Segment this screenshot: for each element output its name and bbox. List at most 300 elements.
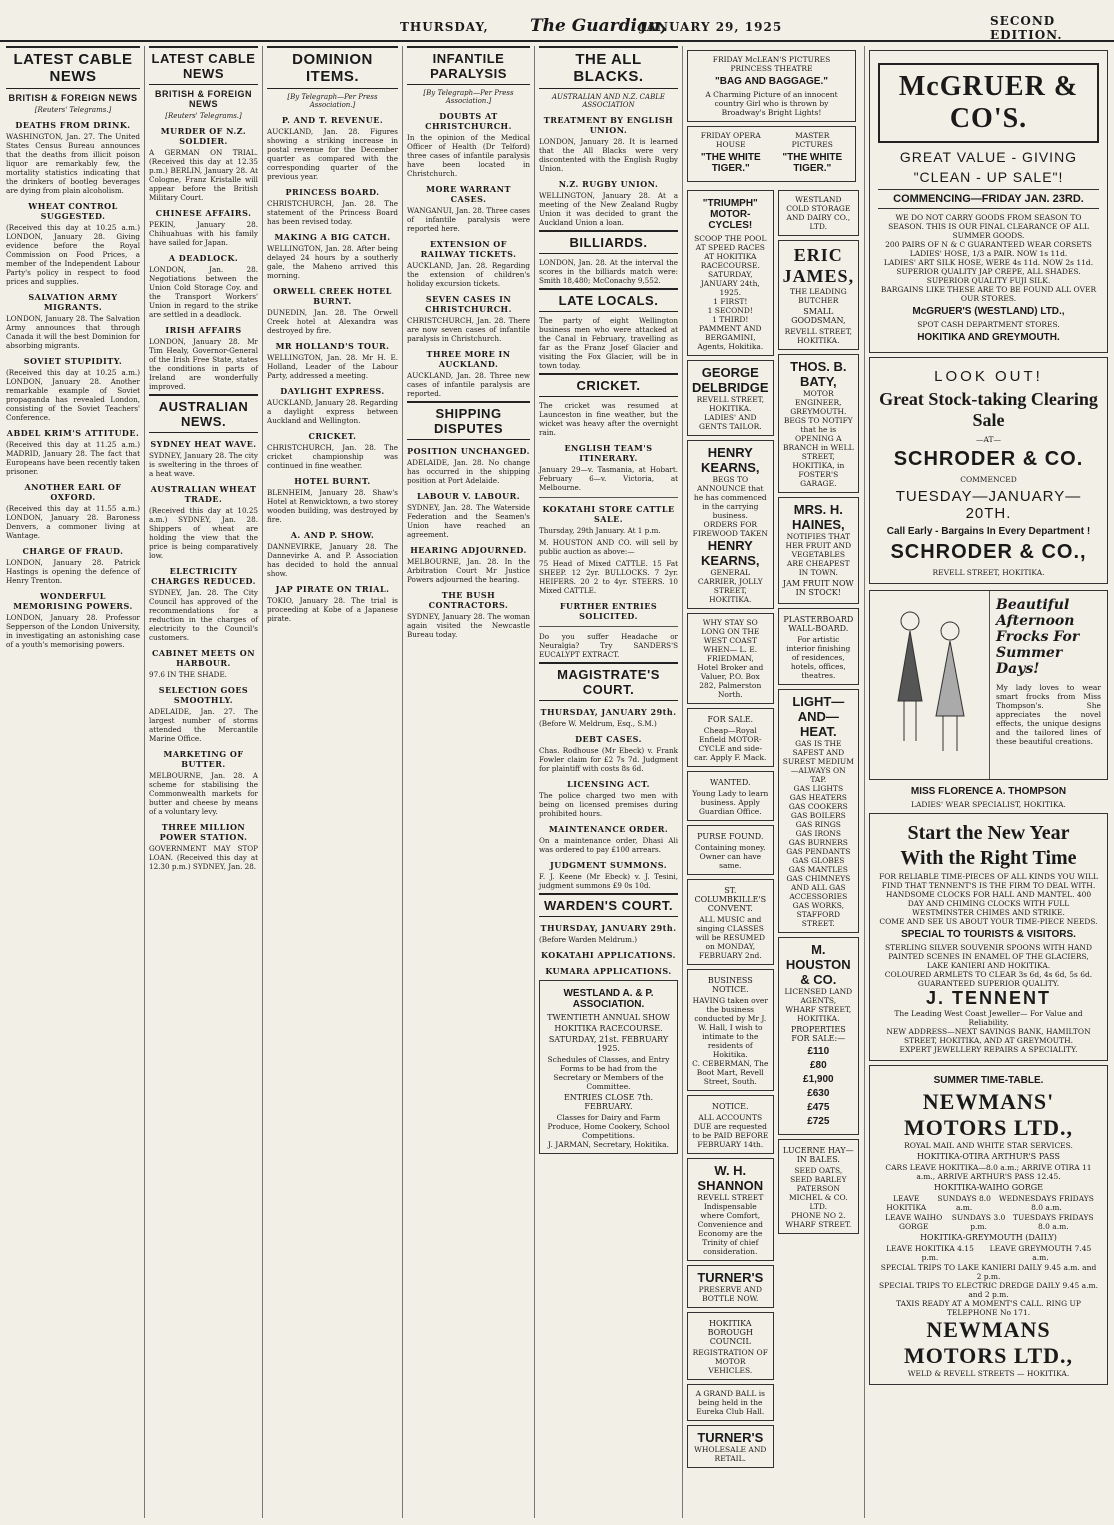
frock-illustration bbox=[870, 591, 990, 779]
triumph-title: "TRIUMPH" MOTOR-CYCLES! bbox=[702, 198, 758, 231]
article-headline: IRISH AFFAIRS bbox=[165, 325, 242, 335]
gas-list bbox=[783, 784, 855, 901]
judgment-heading: JUDGMENT SUMMONS. bbox=[549, 860, 668, 870]
late-locals-text: The party of eight Wellington business men who were attacked at the Canal in February, travelling as far as the Franz Josef Glacier and visiting the Fox Glacier, will be in town today. bbox=[539, 316, 678, 370]
eric-name: ERIC JAMES, bbox=[782, 245, 855, 286]
property-price: £630 bbox=[807, 1088, 830, 1099]
licensing-text: The police charged two men with being on licensed premises during prohibited hours. bbox=[539, 791, 678, 818]
article-body: PEKIN, January 28. Chihuahuas with his family have sailed for Japan. bbox=[149, 220, 258, 247]
mcgruer-text: WE DO NOT CARRY GOODS FROM SEASON TO SEASON. THIS IS OUR FINAL CLEARANCE OF ALL SUMMER GOODS. bbox=[888, 213, 1089, 240]
article-headline: N.Z. RUGBY UNION. bbox=[558, 179, 659, 189]
houston-co-name: M. HOUSTON & CO. bbox=[785, 942, 851, 987]
judgment-text: F. J. Keene (Mr Ebeck) v. J. Tesini, judgment summons £9 0s 10d. bbox=[539, 872, 678, 890]
article-body: SYDNEY, Jan. 28. The City Council has approved of the recommendations for a reduction in the charges of electricity to the Council's customers. bbox=[149, 588, 258, 642]
schroder-ad bbox=[869, 357, 1108, 584]
right-time: With the Right Time bbox=[900, 847, 1077, 869]
hokitika-greymouth: HOKITIKA AND GREYMOUTH. bbox=[917, 332, 1060, 343]
article-headline: CHARGE OF FRAUD. bbox=[22, 546, 124, 556]
article-headline: THE BUSH CONTRACTORS. bbox=[428, 590, 509, 610]
gas-sub: GAS IS THE SAFEST AND SUREST MEDIUM—ALWAYS ON TAP. bbox=[782, 739, 854, 784]
mcleans-pictures-ad bbox=[687, 50, 856, 122]
shannon-address: REVELL STREET bbox=[697, 1193, 764, 1202]
triumph-first: 1 FIRST! bbox=[713, 297, 748, 306]
commenced: COMMENCED bbox=[960, 475, 1017, 484]
eric-james-ad bbox=[778, 240, 860, 350]
magistrate-before: (Before W. Meldrum, Esq., S.M.) bbox=[539, 719, 657, 728]
article-body: AUCKLAND, Jan. 28. Figures showing a striking increase in postal revenue for the December quarter as compared with the corresponding quarter of the previous year. bbox=[267, 127, 398, 181]
friedman-text: WHY STAY SO LONG ON THE WEST COAST WHEN— L. E. FRIEDMAN, bbox=[701, 618, 760, 663]
wardens-court-heading: WARDEN'S COURT. bbox=[539, 893, 678, 917]
article-body: GOVERNMENT MAY STOP LOAN. (Received this day at 12.30 p.m.) SYDNEY, Jan. 28. bbox=[149, 844, 258, 871]
article-headline: MORE WARRANT CASES. bbox=[426, 184, 511, 204]
plaster-title: PLASTERBOARD WALL-BOARD. bbox=[783, 615, 854, 633]
licensing-heading: LICENSING ACT. bbox=[567, 779, 650, 789]
masthead-edition: SECOND EDITION. bbox=[990, 14, 1063, 42]
article-headline: ABDEL KRIM'S ATTITUDE. bbox=[6, 428, 140, 438]
article-body: WELLINGTON, January 28. At a meeting of the New Zealand Rugby Union it was decided to grant the Auckland Union a loan. bbox=[539, 191, 678, 227]
article-body: WASHINGTON, Jan. 27. The United States Census Bureau announces that the deaths from illicit poison liquor are remarkably few, the mortality statistics indicating that the drinkers of bootleg beverages are dying from plain alcoholism. bbox=[6, 132, 140, 195]
timetable-row bbox=[878, 1213, 1099, 1231]
eucalypt-ad: Do you suffer Headache or Neuralgia? Try SANDERS'S EUCALYPT EXTRACT. bbox=[539, 632, 678, 659]
westland-text: Schedules of Classes, and Entry Forms to be had from the Secretary or Members of the Committee. bbox=[547, 1055, 670, 1091]
kearns-text: BEGS TO ANNOUNCE that he has commenced in the carrying business. bbox=[693, 475, 767, 520]
article-body: LONDON, Jan. 28. Negotiations between the Union Cold Storage Coy. and the Transport Workers' Union in regard to the strike are settled in a deadlock. bbox=[149, 265, 258, 319]
credit-line: AUSTRALIAN AND N.Z. CABLE ASSOCIATION bbox=[552, 93, 665, 109]
article-headline: ELECTRICITY CHARGES REDUCED. bbox=[151, 566, 256, 586]
paterson-name: PATERSON MICHEL & CO. LTD. bbox=[788, 1184, 848, 1211]
timetable-cell: LEAVE HOKITIKA bbox=[886, 1194, 927, 1212]
column-infantile-paralysis bbox=[402, 46, 534, 1518]
haines-ad bbox=[778, 497, 860, 604]
revell-street: REVELL STREET, HOKITIKA. bbox=[932, 568, 1045, 577]
timetable-cell: SUNDAYS 3.0 p.m. bbox=[951, 1213, 1006, 1231]
article-headline: SYDNEY HEAT WAVE. bbox=[150, 439, 257, 449]
tennent-sub: The Leading West Coast Jeweller— For Value and Reliability. bbox=[894, 1009, 1083, 1027]
westland-title: WESTLAND A. & P. ASSOCIATION. bbox=[563, 988, 654, 1010]
article-body: WELLINGTON, Jan. 28. Mr H. E. Holland, Leader of the Labour Party, addressed a meeting. bbox=[267, 353, 398, 380]
plasterboard-ad bbox=[778, 608, 860, 685]
notice-title: NOTICE. bbox=[712, 1102, 749, 1111]
article-body: LONDON, January 28. Mr Tim Healy, Governor-General of the Irish Free State, states the conditions in parts of Ireland are wonderfully improved. bbox=[149, 337, 258, 391]
timetable-row bbox=[878, 1194, 1099, 1212]
clearing-sale: Great Stock-taking Clearing Sale bbox=[879, 389, 1098, 430]
divider bbox=[539, 497, 678, 498]
turner-ad bbox=[687, 1265, 774, 1308]
haines-name: MRS. H. HAINES, bbox=[791, 502, 845, 532]
kearns-sub: GENERAL CARRIER, JOLLY STREET, HOKITIKA. bbox=[697, 568, 763, 604]
property-price: £475 bbox=[807, 1102, 830, 1113]
mcgruer-bargain: BARGAINS LIKE THESE ARE TO BE FOUND ALL OVER OUR STORES. bbox=[880, 285, 1097, 303]
shipping-disputes-heading: SHIPPING DISPUTES bbox=[407, 401, 530, 440]
article-body: MELBOURNE, Jan. 28. In the Arbitration Court Mr Justice Powers adjourned the hearing. bbox=[407, 557, 530, 584]
article-headline: MAKING A BIG CATCH. bbox=[274, 232, 391, 242]
news-items bbox=[267, 115, 398, 623]
convent-ad bbox=[687, 879, 774, 965]
article-body: (Received this day at 10.25 a.m.) LONDON, January 28. Giving evidence before the Royal Commission on Food Prices, a member of the Independent Labour Party's policy in respect to food prices and supplies. bbox=[6, 223, 140, 286]
australian-news-heading: AUSTRALIAN NEWS. bbox=[149, 394, 258, 433]
route-otira-text: CARS LEAVE HOKITIKA—8.0 a.m.; ARRIVE OTIRA 11 a.m., ARRIVE ARTHUR'S PASS 12.45. bbox=[885, 1163, 1092, 1181]
article-headline: MR HOLLAND'S TOUR. bbox=[275, 341, 390, 351]
armlets-text: COLOURED ARMLETS TO CLEAR 3s 6d, 4s 6d, 5s 6d. GUARANTEED SUPERIOR QUALITY. bbox=[884, 970, 1093, 988]
commencing: COMMENCING—FRIDAY JAN. 23RD. bbox=[878, 189, 1099, 209]
kumara-applications: KUMARA APPLICATIONS. bbox=[545, 966, 672, 976]
purse-text: Containing money. Owner can have same. bbox=[694, 843, 766, 870]
motor-text: REGISTRATION OF MOTOR VEHICLES. bbox=[692, 1348, 768, 1375]
delbridge-ad bbox=[687, 360, 774, 436]
purse-ad bbox=[687, 825, 774, 875]
divider bbox=[539, 626, 678, 627]
cricket-text: The cricket was resumed at Launceston in fine weather, but the wicket was heavy after the overnight rain. bbox=[539, 401, 678, 437]
article-body: LONDON, January 28. Patrick Hastings is opening the defence of Henry Trenton. bbox=[6, 558, 140, 585]
column-heading: INFANTILE PARALYSIS bbox=[407, 46, 530, 85]
column-all-blacks bbox=[534, 46, 682, 1518]
article-body: WELLINGTON, Jan. 28. After being delayed 24 hours by a southerly gale, the Maheno arrived this morning. bbox=[267, 244, 398, 280]
tennent-ad bbox=[869, 813, 1108, 1061]
sale-item: SUPERIOR QUALITY JAP CREPE, ALL SHADES. bbox=[896, 267, 1081, 276]
article-body: (Received this day at 11.55 a.m.) LONDON, January 28. Baroness Denvers, a commoner living at Wantage. bbox=[6, 504, 140, 540]
price-list bbox=[783, 1046, 855, 1127]
come-text: COME AND SEE US ABOUT YOUR TIME-PIECE NEEDS. bbox=[879, 917, 1098, 926]
lucerne-ad bbox=[778, 1139, 860, 1234]
article-headline: LABOUR V. LABOUR. bbox=[416, 491, 521, 501]
timetable-cell: LEAVE WAIHO GORGE bbox=[885, 1213, 943, 1231]
article-headline: A DEADLOCK. bbox=[168, 253, 239, 263]
article-body: LONDON, January 28. Professor Sepperson of the London University, in investigating an astonishing case of a youth's memorising powers. bbox=[6, 613, 140, 649]
tour-text: January 29—v. Tasmania, at Hobart. February 6—v. Victoria, at Melbourne. bbox=[539, 465, 678, 492]
pictures-top: FRIDAY McLEAN'S PICTURES PRINCESS THEATRE bbox=[712, 55, 831, 73]
gas-list-item: GAS GLOBES bbox=[792, 856, 845, 865]
kearns-ad bbox=[687, 440, 774, 609]
wardens-before: (Before Warden Meldrum.) bbox=[539, 935, 638, 944]
turner-text: PRESERVE AND BOTTLE NOW. bbox=[698, 1285, 762, 1303]
westland-date: SATURDAY, 21st. FEBRUARY 1925. bbox=[548, 1035, 669, 1053]
frocks-title: Beautiful Afternoon Frocks For Summer Days! bbox=[996, 597, 1080, 677]
dance-ad bbox=[687, 1384, 774, 1421]
timetable-cell: WEDNESDAYS FRIDAYS 8.0 a.m. bbox=[998, 1194, 1094, 1212]
for-sale-ad bbox=[687, 708, 774, 767]
lucerne-title: LUCERNE HAY—IN BALES. bbox=[782, 1146, 854, 1164]
article-headline: JAP PIRATE ON TRIAL. bbox=[275, 584, 390, 594]
wanted-text: Young Lady to learn business. Apply Guardian Office. bbox=[692, 789, 769, 816]
newmans-name: NEWMANS' MOTORS LTD., bbox=[903, 1089, 1074, 1140]
article-headline: ANOTHER EARL OF OXFORD. bbox=[24, 482, 122, 502]
gas-list-item: AND ALL GAS ACCESSORIES bbox=[789, 883, 848, 901]
delbridge-name: GEORGE DELBRIDGE bbox=[692, 365, 769, 395]
article-body: LONDON, January 28. The Salvation Army announces that through Canada it will the best Dominion for absorbing migrants. bbox=[6, 314, 140, 350]
gas-list-item: GAS PENDANTS bbox=[786, 847, 851, 856]
seeds: SEED OATS, SEED BARLEY bbox=[790, 1166, 847, 1184]
business-signature: C. CEBERMAN, The Boot Mart, Revell Street, South. bbox=[692, 1059, 769, 1086]
column-heading: LATEST CABLE NEWS bbox=[149, 46, 258, 85]
opera-venue: FRIDAY OPERA HOUSE bbox=[700, 131, 761, 149]
gas-list-item: GAS RINGS bbox=[795, 820, 841, 829]
article-headline: HOTEL BURNT. bbox=[294, 476, 371, 486]
clean-up-sale: "CLEAN - UP SALE"! bbox=[913, 169, 1064, 185]
article-headline: CABINET MEETS ON HARBOUR. bbox=[151, 648, 256, 668]
clocks-text: HANDSOME CLOCKS FOR HALL AND MANTEL. 400 DAY AND CHIMING CLOCKS WITH FULL WESTMINSTER CHIMES AND STRIKE. bbox=[885, 890, 1092, 917]
timetable-rows bbox=[878, 1194, 1099, 1231]
batty-ad bbox=[778, 354, 860, 493]
article-body: A GERMAN ON TRIAL. (Received this day at 12.35 p.m.) BERLIN, January 28. At Cologne, Franz Kristalle will appear before the British Military Court. bbox=[149, 148, 258, 202]
article-headline: WONDERFUL MEMORISING POWERS. bbox=[13, 591, 133, 611]
article-body: AUCKLAND, Jan. 28. Regarding the extension of children's holiday excursion tickets. bbox=[407, 261, 530, 288]
sale-item: SUPERIOR QUALITY FUJI SILK. bbox=[926, 276, 1051, 285]
wardens-date: THURSDAY, JANUARY 29th. bbox=[540, 923, 677, 933]
article-headline: AUSTRALIAN WHEAT TRADE. bbox=[150, 484, 257, 504]
article-headline: THREE MORE IN AUCKLAND. bbox=[426, 349, 511, 369]
article-headline: HEARING ADJOURNED. bbox=[410, 545, 527, 555]
article-body: MELBOURNE, Jan. 28. A scheme for stabilising the Commonwealth markets for butter and cheese by means of a voluntary levy. bbox=[149, 771, 258, 816]
tour-heading: ENGLISH TEAM'S ITINERARY. bbox=[564, 443, 653, 463]
business-notice-ad bbox=[687, 969, 774, 1091]
news-items bbox=[149, 126, 258, 391]
article-body: ADELAIDE, Jan. 27. The largest number of storms attended the Mercantile Marine Office. bbox=[149, 707, 258, 743]
weld-revell: WELD & REVELL STREETS — HOKITIKA. bbox=[907, 1369, 1070, 1378]
article-body: DUNEDIN, Jan. 28. The Orwell Creek hotel at Alexandra was destroyed by fire. bbox=[267, 308, 398, 335]
batty-name: THOS. B. BATY, bbox=[790, 359, 847, 389]
master-pictures: MASTER PICTURES bbox=[791, 131, 833, 149]
friedman-hotel: Hotel Broker and Valuer, P.O. Box 282, Palmerston North. bbox=[697, 663, 764, 699]
route-greymouth: HOKITIKA-GREYMOUTH (DAILY) bbox=[920, 1233, 1057, 1242]
sale-item: LADIES' HOSE, 1/3 a PAIR. NOW 1s 11d. bbox=[909, 249, 1068, 258]
article-headline: DOUBTS AT CHRISTCHURCH. bbox=[425, 111, 512, 131]
sale-item: 200 PAIRS OF N & C GUARANTEED WEAR CORSETS bbox=[885, 240, 1092, 249]
dance-text: A GRAND BALL is being held in the Eureka Club Hall. bbox=[695, 1389, 765, 1416]
billiards-heading: BILLIARDS. bbox=[539, 230, 678, 254]
schroder-name: SCHRODER & CO. bbox=[893, 448, 1084, 470]
column-subheading: BRITISH & FOREIGN NEWS bbox=[154, 89, 252, 109]
article-headline: THREE MILLION POWER STATION. bbox=[159, 822, 248, 842]
turners-name: TURNER'S bbox=[697, 1430, 764, 1445]
article-body: TOKIO, January 28. The trial is proceeding at Kobe of a Japanese pirate. bbox=[267, 596, 398, 623]
special-text: STERLING SILVER SOUVENIR SPOONS WITH HAND PAINTED SCENES IN ENAMEL OF THE GLACIERS, LAKE KANIERI AND HOKITIKA. bbox=[884, 943, 1092, 970]
shannon-ad bbox=[687, 1158, 774, 1261]
kearns-name-2: HENRY KEARNS, bbox=[701, 538, 760, 568]
article-headline: SALVATION ARMY MIGRANTS. bbox=[28, 292, 118, 312]
masthead-title: The Guardian, bbox=[530, 16, 667, 36]
credit-line: [By Telegraph—Per Press Association.] bbox=[287, 93, 378, 109]
news-items bbox=[6, 120, 140, 649]
business-text: HAVING taken over the business conducted by Mr J. W. Hall, I wish to intimate to the residents of Hokitika. bbox=[692, 996, 768, 1059]
properties-heading: PROPERTIES FOR SALE:— bbox=[790, 1025, 846, 1043]
convent-title: ST. COLUMBKILLE'S CONVENT. bbox=[694, 886, 767, 913]
masthead bbox=[0, 0, 1114, 42]
article-headline: CRICKET. bbox=[308, 431, 357, 441]
look-out: LOOK OUT! bbox=[934, 368, 1043, 385]
gas-list-item: GAS BURNERS bbox=[788, 838, 848, 847]
article-headline: SEVEN CASES IN CHRISTCHURCH. bbox=[425, 294, 512, 314]
for-sale-text: Cheap—Royal Enfield MOTOR-CYCLE and side-car. Apply F. Mack. bbox=[694, 726, 767, 762]
article-headline: TREATMENT BY ENGLISH UNION. bbox=[543, 115, 674, 135]
triumph-third: 1 THIRD! bbox=[712, 315, 749, 324]
gas-title: LIGHT—AND—HEAT. bbox=[792, 694, 845, 739]
triumph-text: SCOOP THE POOL AT SPEED RACES AT HOKITIKA RACECOURSE. SATURDAY, JANUARY 24th, 1925. bbox=[694, 234, 767, 297]
special-trips: SPECIAL TRIPS TO LAKE KANIERI DAILY 9.45 a.m. and 2 p.m. bbox=[880, 1263, 1097, 1281]
houston-auction-items: 75 Head of Mixed CATTLE. 15 Fat SHEEP. 12 2yr. BULLOCKS. 7 2yr. HEIFERS. 20 2 to 4yr. STEERS. 10 Mixed CATTLE. bbox=[539, 559, 678, 595]
article-body: SYDNEY, Jan. 28. The Waterside Federation and the Seamen's Union have reached an agreement. bbox=[407, 503, 530, 539]
route-waiho: HOKITIKA-WAIHO GORGE bbox=[934, 1183, 1043, 1192]
article-headline: POSITION UNCHANGED. bbox=[407, 446, 530, 456]
small-goods: SMALL GOODSMAN, bbox=[791, 307, 846, 325]
article-body: (Received this day at 11.25 a.m.) MADRID, January 28. The fact that Europeans have been recently taken prisoner. bbox=[6, 440, 140, 476]
article-body: WANGANUI, Jan. 28. Three cases of infantile paralysis were reported here. bbox=[407, 206, 530, 233]
great-value: GREAT VALUE - GIVING bbox=[899, 149, 1078, 165]
column-heading: THE ALL BLACKS. bbox=[539, 46, 678, 89]
westland-place: HOKITIKA RACECOURSE. bbox=[554, 1024, 663, 1033]
westland-cold-storage-ad bbox=[778, 190, 860, 236]
column-latest-cable-news-2 bbox=[144, 46, 262, 1518]
masthead-date: JANUARY 29, 1925 bbox=[640, 20, 783, 34]
gas-works: GAS WORKS, STAFFORD STREET. bbox=[792, 901, 844, 928]
motor-title: HOKITIKA BOROUGH COUNCIL bbox=[707, 1319, 753, 1346]
gas-list-item: GAS CHIMNEYS bbox=[786, 874, 851, 883]
turners-wholesale-ad bbox=[687, 1425, 774, 1468]
gas-list-item: GAS HEATERS bbox=[789, 793, 847, 802]
wanted-ad bbox=[687, 771, 774, 821]
kokatahi-applications: KOKATAHI APPLICATIONS. bbox=[541, 950, 676, 960]
timetable-cell: TUESDAYS FRIDAYS 8.0 a.m. bbox=[1013, 1213, 1094, 1231]
westland-show-ad bbox=[539, 980, 678, 1154]
credit-line: [By Telegraph—Per Press Association.] bbox=[423, 89, 514, 105]
property-price: £725 bbox=[807, 1116, 830, 1127]
thompson-name: MISS FLORENCE A. THOMPSON bbox=[910, 786, 1067, 797]
sale-item: LADIES' ART SILK HOSE, WERE 4s 11d. NOW 2s 11d. bbox=[883, 258, 1094, 267]
delbridge-address: REVELL STREET, HOKITIKA. bbox=[696, 395, 764, 413]
article-body: CHRISTCHURCH, Jan. 28. There are now seven cases of infantile paralysis in Christchurch. bbox=[407, 316, 530, 343]
column-dominion-items bbox=[262, 46, 402, 1518]
turners-sub: WHOLESALE AND RETAIL. bbox=[694, 1445, 767, 1463]
newmans-ad bbox=[869, 1065, 1108, 1385]
gas-list-item: GAS COOKERS bbox=[788, 802, 848, 811]
tuesday-date: TUESDAY—JANUARY—20TH. bbox=[895, 488, 1082, 522]
article-headline: MURDER OF N.Z. SOLDIER. bbox=[160, 126, 247, 146]
thompson-frocks-ad bbox=[869, 590, 1108, 780]
property-price: £1,900 bbox=[803, 1074, 834, 1085]
kokatahi-sale-heading: KOKATAHI STORE CATTLE SALE. bbox=[542, 504, 675, 524]
credit-line: [Reuters' Telegrams.] bbox=[165, 112, 242, 120]
tennent-name: J. TENNENT bbox=[925, 988, 1051, 1008]
newmans-name-2: NEWMANS MOTORS LTD., bbox=[903, 1317, 1074, 1368]
call-early: Call Early - Bargains In Every Department ! bbox=[886, 526, 1091, 537]
article-body: CHRISTCHURCH, Jan. 28. The cricket championship was continued in fine weather. bbox=[267, 443, 398, 470]
article-body: BLENHEIM, January 28. Shaw's Hotel at Renwicktown, a two storey wooden building, was destroyed by fire. bbox=[267, 488, 398, 524]
plaster-text: For artistic interior finishing of residences, hotels, offices, theatres. bbox=[786, 635, 851, 680]
property-price: £110 bbox=[807, 1046, 830, 1057]
houston-co-address: WHARF STREET, HOKITIKA. bbox=[785, 1005, 852, 1023]
article-body: SYDNEY, January 28. The woman again visited the Newcastle Bureau today. bbox=[407, 612, 530, 639]
turner-name: TURNER'S bbox=[697, 1270, 764, 1285]
tt3-hokitika: LEAVE HOKITIKA 4.15 p.m. bbox=[886, 1244, 974, 1262]
article-headline: P. AND T. REVENUE. bbox=[281, 115, 384, 125]
batty-text: BEGS TO NOTIFY that he is OPENING A BRANCH in WELL STREET, HOKITIKA, in FOSTER'S GARAGE. bbox=[783, 416, 854, 488]
eric-sub: THE LEADING BUTCHER bbox=[789, 287, 847, 305]
frocks-text: My lady loves to wear smart frocks from Miss Thompson's. She appreciates the novel effects, the unique designs and the tailored lines of these beautiful creations. bbox=[996, 683, 1101, 746]
royal-mail: ROYAL MAIL AND WHITE STAR SERVICES. bbox=[904, 1141, 1073, 1150]
article-body: AUCKLAND, Jan. 28. Three new cases of infantile paralysis are reported. bbox=[407, 371, 530, 398]
wanted-title: WANTED. bbox=[710, 778, 751, 787]
gas-list-item: GAS IRONS bbox=[795, 829, 841, 838]
article-headline: ORWELL CREEK HOTEL BURNT. bbox=[273, 286, 392, 306]
mcgruer-brand: McGRUER & CO'S. bbox=[878, 63, 1099, 143]
spot-cash: SPOT CASH DEPARTMENT STORES. bbox=[917, 320, 1060, 329]
shipping-items bbox=[407, 446, 530, 639]
business-title: BUSINESS NOTICE. bbox=[707, 976, 753, 994]
column-advertisements bbox=[682, 46, 860, 1518]
article-body: LONDON, January 28. It is learned that the All Blacks were very discontented with the English Rugby Union. bbox=[539, 137, 678, 173]
article-headline: CHINESE AFFAIRS. bbox=[155, 208, 252, 218]
special-tourists: SPECIAL TO TOURISTS & VISITORS. bbox=[901, 929, 1076, 940]
special-trips-2: SPECIAL TRIPS TO ELECTRIC DREDGE DAILY 9.45 a.m. and 2 p.m. bbox=[879, 1281, 1098, 1299]
further-entries: FURTHER ENTRIES SOLICITED. bbox=[559, 601, 658, 621]
westland-show: TWENTIETH ANNUAL SHOW bbox=[547, 1013, 670, 1022]
motor-registration-ad bbox=[687, 1312, 774, 1380]
batty-sub: MOTOR ENGINEER, GREYMOUTH. bbox=[790, 389, 847, 416]
triumph-ad bbox=[687, 190, 774, 356]
notice-ad bbox=[687, 1095, 774, 1154]
opera-house-ad bbox=[687, 126, 856, 182]
westland-cold-text: WESTLAND COLD STORAGE AND DAIRY CO., LTD. bbox=[786, 195, 851, 231]
start-new-year: Start the New Year bbox=[907, 822, 1070, 844]
master-film: "THE WHITE TIGER." bbox=[782, 152, 843, 174]
kokatahi-sale-text: Thursday, 29th January. At 1 p.m. bbox=[539, 526, 661, 535]
pictures-text: A Charming Picture of an innocent country Girl who is thrown by Broadway's Bright Lights! bbox=[705, 90, 838, 117]
article-headline: DEATHS FROM DRINK. bbox=[15, 120, 131, 130]
paterson-sub: PHONE NO 2. WHARF STREET. bbox=[785, 1211, 852, 1229]
news-items bbox=[539, 115, 678, 227]
shannon-name: W. H. SHANNON bbox=[697, 1163, 764, 1193]
billiards-text: LONDON, Jan. 28. At the interval the scores in the billiards match were: Smith 18,480; McConachy 9,552. bbox=[539, 258, 678, 285]
triumph-second: 1 SECOND! bbox=[707, 306, 753, 315]
tt3-greymouth: LEAVE GREYMOUTH 7.45 a.m. bbox=[989, 1244, 1092, 1262]
magistrate-date: THURSDAY, JANUARY 29th. bbox=[540, 707, 677, 717]
gas-list-item: GAS LIGHTS bbox=[793, 784, 844, 793]
article-body: 97.6 IN THE SHADE. bbox=[149, 670, 227, 679]
triumph-agents: PAMMENT AND BERGAMINI, Agents, Hokitika. bbox=[697, 324, 764, 351]
article-headline: PRINCESS BOARD. bbox=[285, 187, 380, 197]
convent-text: ALL MUSIC and singing CLASSES will be RESUMED on MONDAY, FEBRUARY 2nd. bbox=[695, 915, 765, 960]
taxi-text: TAXIS READY AT A MOMENT'S CALL. RING UP TELEPHONE No 171. bbox=[896, 1299, 1081, 1317]
mcgruer-ad bbox=[869, 50, 1108, 353]
for-sale-title: FOR SALE. bbox=[707, 715, 754, 724]
delbridge-sub: LADIES' AND GENTS TAILOR. bbox=[698, 413, 762, 431]
haines-text: NOTIFIES THAT HER FRUIT AND VEGETABLES ARE CHEAPEST IN TOWN. bbox=[785, 532, 852, 577]
houston-co-ad bbox=[778, 937, 860, 1135]
article-headline: EXTENSION OF RAILWAY TICKETS. bbox=[420, 239, 517, 259]
article-headline: MARKETING OF BUTTER. bbox=[163, 749, 244, 769]
summer-timetable: SUMMER TIME-TABLE. bbox=[933, 1075, 1044, 1086]
column-latest-cable-news bbox=[2, 46, 144, 1518]
eric-address: REVELL STREET, HOKITIKA. bbox=[784, 327, 852, 345]
houston-auction-text: M. HOUSTON AND CO. will sell by public auction as above:— bbox=[539, 538, 678, 556]
article-headline: WHEAT CONTROL SUGGESTED. bbox=[28, 201, 118, 221]
column-heading: DOMINION ITEMS. bbox=[267, 46, 398, 89]
jam-fruit: JAM FRUIT NOW IN STOCK! bbox=[782, 579, 854, 597]
gas-list-item: GAS BOILERS bbox=[790, 811, 846, 820]
at-label: —AT— bbox=[975, 435, 1001, 444]
article-body: DANNEVIRKE, January 28. The Dannevirke A. and P. Association has decided to hold the annual show. bbox=[267, 542, 398, 578]
route-otira: HOKITIKA-OTIRA ARTHUR'S PASS bbox=[917, 1152, 1060, 1161]
debt-cases-text: Chas. Rodhouse (Mr Ebeck) v. Frank Fowler claim for £2 7s 7d. Judgment for plaintiff with costs 8s 6d. bbox=[539, 746, 678, 773]
shannon-text: Indispensable where Comfort, Convenience and Economy are the Trinity of chief consideration. bbox=[697, 1202, 763, 1256]
opera-film: "THE WHITE TIGER." bbox=[700, 152, 761, 174]
friedman-ad bbox=[687, 613, 774, 704]
gas-ad bbox=[778, 689, 860, 933]
article-headline: DAYLIGHT EXPRESS. bbox=[280, 386, 385, 396]
maintenance-heading: MAINTENANCE ORDER. bbox=[548, 824, 669, 834]
credit-line: [Reuters' Telegrams.] bbox=[34, 106, 112, 114]
article-body: AUCKLAND, January 28. Regarding a daylight express between Auckland and Wellington. bbox=[267, 398, 398, 425]
debt-cases-heading: DEBT CASES. bbox=[575, 734, 642, 744]
